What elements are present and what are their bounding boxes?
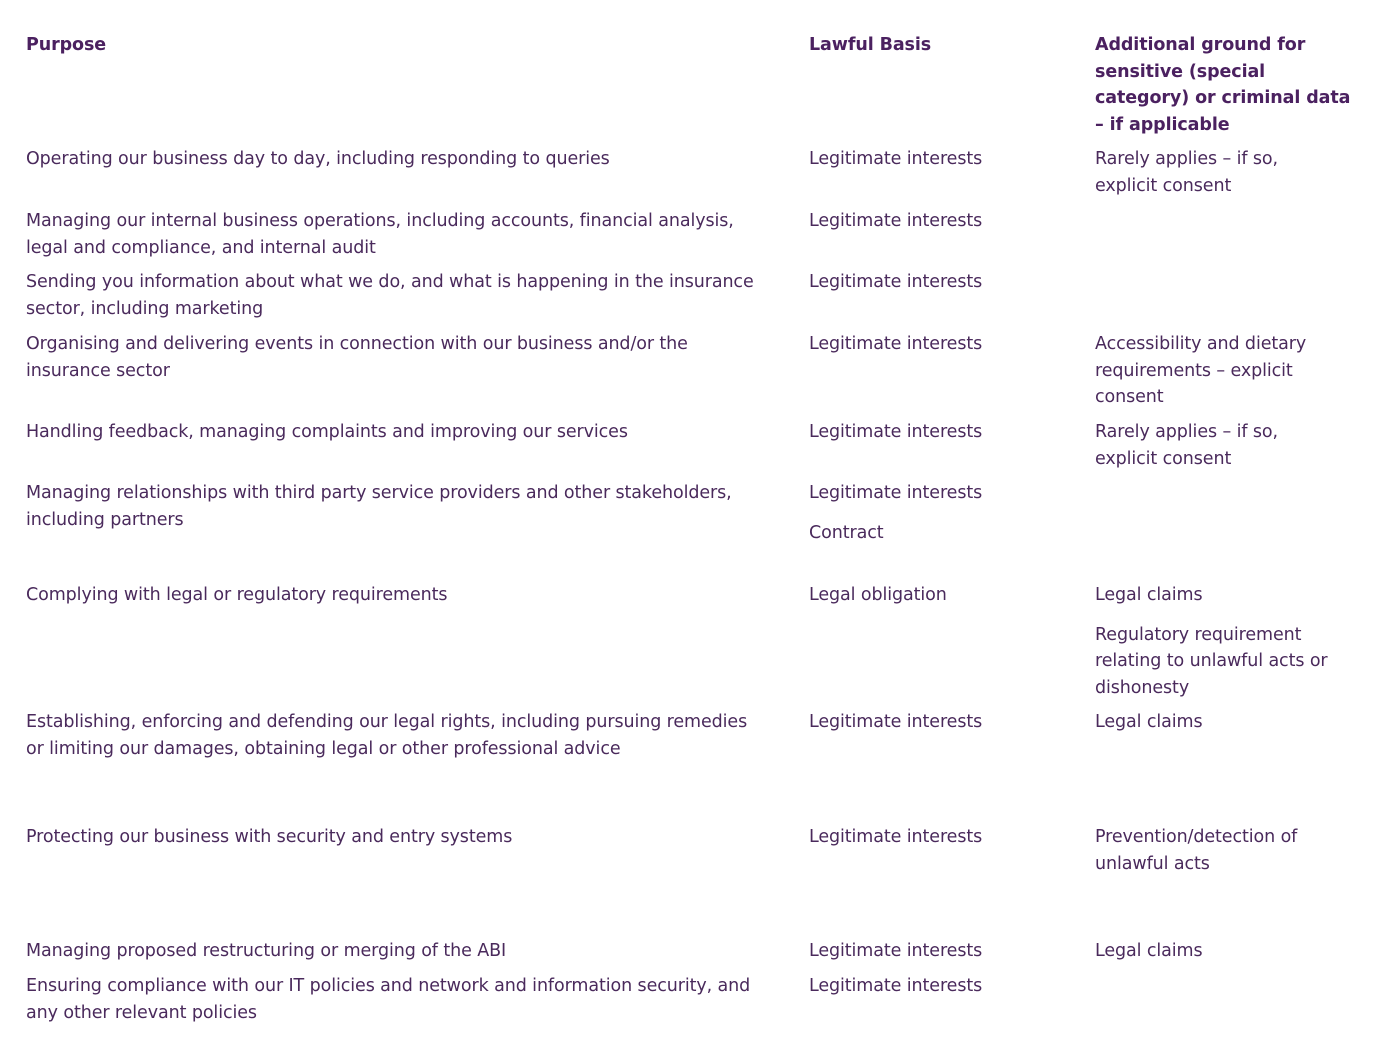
paragraph-gap xyxy=(1095,609,1365,622)
row-purpose xyxy=(26,146,796,173)
ground-line: Regulatory requirement xyxy=(1095,624,1302,645)
header-purpose-label: Purpose xyxy=(26,35,107,55)
row-additional-ground xyxy=(1095,331,1365,411)
header-additional-ground-line: sensitive (special xyxy=(1095,61,1266,82)
row-purpose xyxy=(26,824,796,851)
purpose-line: Handling feedback, managing complaints and improving our services xyxy=(26,422,628,442)
purpose-line: Establishing, enforcing and defending our legal rights, including pursuing remedies xyxy=(26,712,748,732)
row-purpose xyxy=(26,208,796,261)
basis-line: Legitimate interests xyxy=(809,272,983,292)
row-lawful-basis xyxy=(809,146,1079,173)
row-purpose xyxy=(26,331,796,384)
header-purpose xyxy=(26,32,796,59)
purpose-line: any other relevant policies xyxy=(26,1002,257,1023)
purpose-line: Ensuring compliance with our IT policies and network and information security, and xyxy=(26,976,751,996)
purpose-line: Managing our internal business operations, including accounts, financial analysis, xyxy=(26,211,734,231)
purpose-line: sector, including marketing xyxy=(26,298,264,319)
purpose-line: Managing proposed restructuring or merging of the ABI xyxy=(26,941,507,961)
row-additional-ground xyxy=(1095,419,1365,472)
header-additional-ground xyxy=(1095,32,1365,138)
purpose-line: Operating our business day to day, including responding to queries xyxy=(26,149,610,169)
basis-line: Legitimate interests xyxy=(809,827,983,847)
header-additional-ground-line: – if applicable xyxy=(1095,114,1230,135)
purpose-line: Managing relationships with third party service providers and other stakeholders, xyxy=(26,483,732,503)
ground-line: Legal claims xyxy=(1095,585,1203,605)
row-lawful-basis xyxy=(809,269,1079,296)
row-lawful-basis xyxy=(809,331,1079,358)
basis-line: Legitimate interests xyxy=(809,422,983,442)
row-lawful-basis xyxy=(809,419,1079,446)
ground-line: consent xyxy=(1095,387,1164,407)
purpose-line: legal and compliance, and internal audit xyxy=(26,237,376,258)
ground-line: Legal claims xyxy=(1095,941,1203,961)
row-purpose xyxy=(26,709,796,762)
row-lawful-basis xyxy=(809,938,1079,965)
row-additional-ground xyxy=(1095,582,1365,701)
row-purpose xyxy=(26,480,796,533)
basis-line: Legitimate interests xyxy=(809,149,983,169)
purpose-line: Sending you information about what we do, and what is happening in the insurance xyxy=(26,272,754,292)
row-lawful-basis xyxy=(809,208,1079,235)
ground-line: Accessibility and dietary xyxy=(1095,334,1307,354)
ground-line: relating to unlawful acts or xyxy=(1095,651,1328,671)
row-additional-ground xyxy=(1095,938,1365,965)
row-additional-ground xyxy=(1095,824,1365,877)
header-additional-ground-line: Additional ground for xyxy=(1095,35,1306,55)
ground-line: Prevention/detection of xyxy=(1095,827,1298,847)
row-additional-ground xyxy=(1095,709,1365,736)
purpose-line: or limiting our damages, obtaining legal or other professional advice xyxy=(26,738,621,759)
purpose-line: insurance sector xyxy=(26,360,170,381)
ground-line: Rarely applies – if so, xyxy=(1095,149,1278,169)
basis-line: Legitimate interests xyxy=(809,712,983,732)
purpose-line: Organising and delivering events in connection with our business and/or the xyxy=(26,334,688,354)
ground-line: explicit consent xyxy=(1095,448,1232,469)
basis-line: Legitimate interests xyxy=(809,334,983,354)
row-lawful-basis xyxy=(809,709,1079,736)
row-purpose xyxy=(26,938,796,965)
purpose-line: Complying with legal or regulatory requirements xyxy=(26,585,448,605)
ground-line: Legal claims xyxy=(1095,712,1203,732)
row-lawful-basis xyxy=(809,973,1079,1000)
basis-line: Legitimate interests xyxy=(809,976,983,996)
purpose-line: Protecting our business with security and entry systems xyxy=(26,827,513,847)
row-purpose xyxy=(26,419,796,446)
ground-line: Rarely applies – if so, xyxy=(1095,422,1278,442)
row-lawful-basis xyxy=(809,480,1079,546)
ground-line: dishonesty xyxy=(1095,677,1190,698)
ground-line: requirements – explicit xyxy=(1095,360,1293,381)
basis-line: Contract xyxy=(809,522,884,543)
ground-line: explicit consent xyxy=(1095,175,1232,196)
row-purpose xyxy=(26,973,796,1026)
header-lawful-basis xyxy=(809,32,1079,59)
paragraph-gap xyxy=(809,507,1079,520)
row-purpose xyxy=(26,269,796,322)
basis-line: Legitimate interests xyxy=(809,941,983,961)
basis-line: Legitimate interests xyxy=(809,483,983,503)
basis-line: Legal obligation xyxy=(809,585,947,605)
row-lawful-basis xyxy=(809,824,1079,851)
row-lawful-basis xyxy=(809,582,1079,609)
purpose-line: including partners xyxy=(26,509,184,530)
row-additional-ground xyxy=(1095,146,1365,199)
basis-line: Legitimate interests xyxy=(809,211,983,231)
row-purpose xyxy=(26,582,796,609)
header-lawful-basis-label: Lawful Basis xyxy=(809,35,932,55)
ground-line: unlawful acts xyxy=(1095,853,1210,874)
header-additional-ground-line: category) or criminal data xyxy=(1095,88,1351,108)
